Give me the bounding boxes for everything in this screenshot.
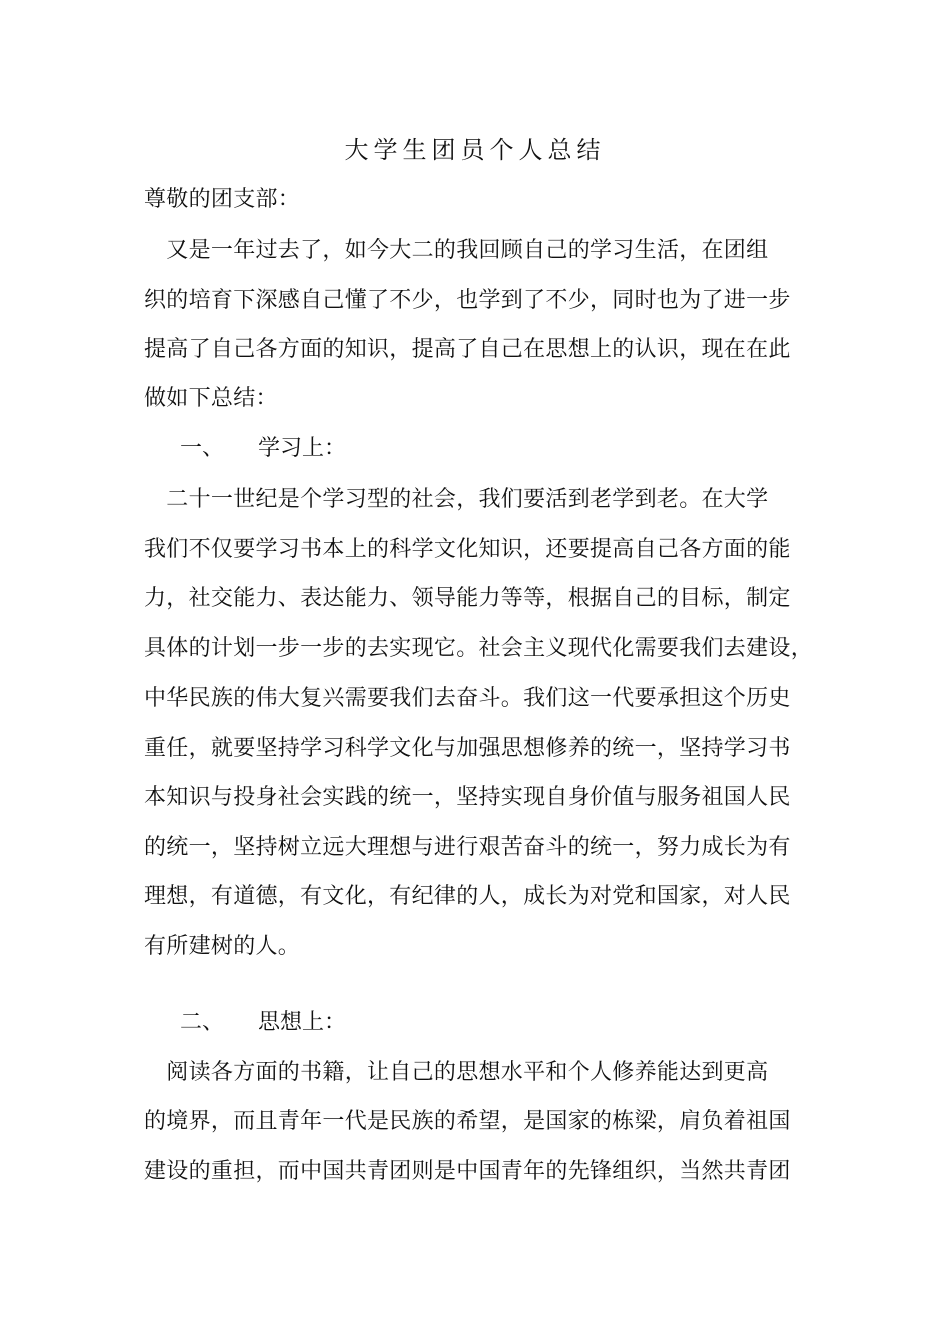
intro-line: 提高了自己各方面的知识，提高了自己在思想上的认识，现在在此 <box>144 337 791 362</box>
intro-line: 做如下总结： <box>144 386 278 411</box>
paragraph-line: 二十一世纪是个学习型的社会，我们要活到老学到老。在大学 <box>144 487 769 512</box>
salutation: 尊敬的团支部： <box>144 187 301 212</box>
section-number: 一、 <box>180 436 225 461</box>
paragraph-line: 具体的计划一步一步的去实现它。社会主义现代化需要我们去建设， <box>144 636 814 661</box>
paragraph-line: 力，社交能力、表达能力、领导能力等等，根据自己的目标，制定 <box>144 586 791 611</box>
paragraph-line: 阅读各方面的书籍，让自己的思想水平和个人修养能达到更高 <box>144 1060 769 1085</box>
section-heading: 思想上： <box>258 1010 347 1035</box>
paragraph-line: 有所建树的人。 <box>144 934 301 959</box>
section-heading: 学习上： <box>258 436 347 461</box>
paragraph-line: 重任，就要坚持学习科学文化与加强思想修养的统一，坚持学习书 <box>144 736 791 761</box>
paragraph-line: 建设的重担，而中国共青团则是中国青年的先锋组织，当然共青团 <box>144 1159 791 1184</box>
intro-line: 又是一年过去了，如今大二的我回顾自己的学习生活，在团组 <box>144 238 769 263</box>
paragraph-line: 我们不仅要学习书本上的科学文化知识，还要提高自己各方面的能 <box>144 537 791 562</box>
paragraph-line: 的境界，而且青年一代是民族的希望，是国家的栋梁，肩负着祖国 <box>144 1109 791 1134</box>
document-title: 大学生团员个人总结 <box>344 136 606 164</box>
section-number: 二、 <box>180 1010 225 1035</box>
paragraph-line: 本知识与投身社会实践的统一，坚持实现自身价值与服务祖国人民 <box>144 785 791 810</box>
paragraph-line: 理想，有道德，有文化，有纪律的人，成长为对党和国家，对人民 <box>144 884 791 909</box>
intro-line: 织的培育下深感自己懂了不少，也学到了不少，同时也为了进一步 <box>144 288 791 313</box>
paragraph-line: 的统一，坚持树立远大理想与进行艰苦奋斗的统一，努力成长为有 <box>144 835 791 860</box>
paragraph-line: 中华民族的伟大复兴需要我们去奋斗。我们这一代要承担这个历史 <box>144 686 791 711</box>
